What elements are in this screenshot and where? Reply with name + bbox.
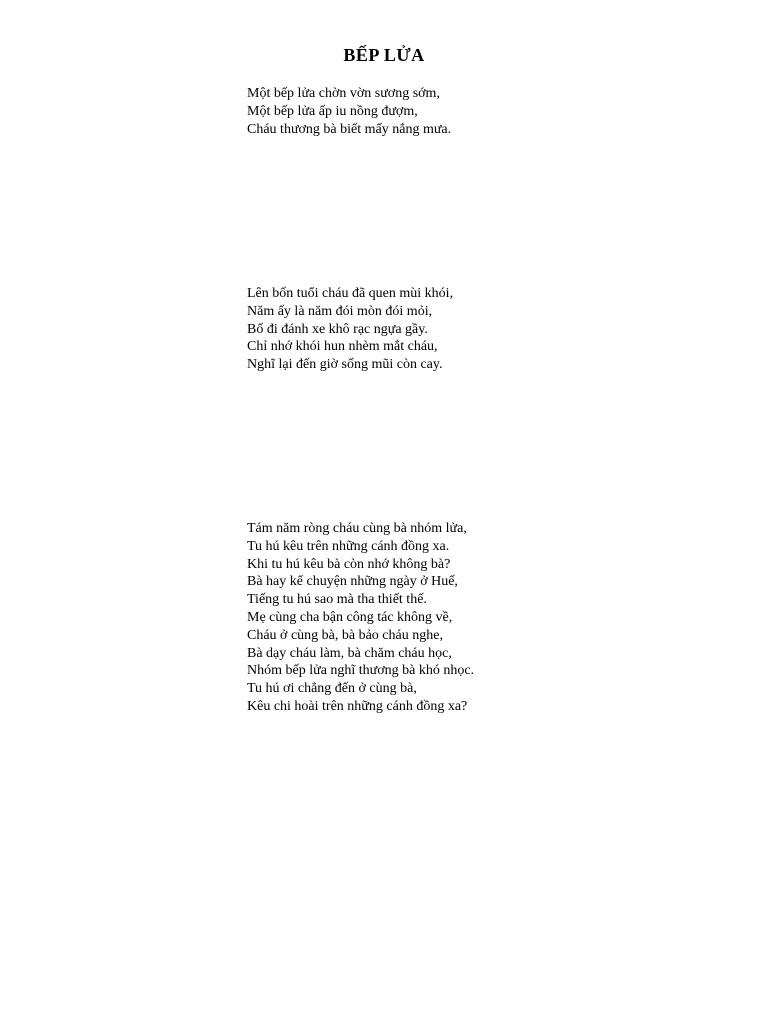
poem-line: Lên bốn tuổi cháu đã quen mùi khói, bbox=[247, 286, 454, 301]
stanza-3 bbox=[247, 520, 747, 716]
poem-line: Khi tu hú kêu bà còn nhớ không bà? bbox=[247, 556, 451, 572]
poem-line: Nghĩ lại đến giờ sống mũi còn cay. bbox=[247, 357, 443, 373]
poem-line: Bà dạy cháu làm, bà chăm cháu học, bbox=[247, 645, 452, 661]
stanza-1 bbox=[247, 85, 747, 138]
poem-line: Tám năm ròng cháu cùng bà nhóm lửa, bbox=[247, 521, 467, 536]
poem-line: Một bếp lửa chờn vờn sương sớm, bbox=[247, 86, 440, 101]
poem-line: Năm ấy là năm đói mòn đói mỏi, bbox=[247, 303, 433, 319]
poem-line: Cháu ở cùng bà, bà bảo cháu nghe, bbox=[247, 627, 443, 643]
poem-line: Chỉ nhớ khói hun nhèm mắt cháu, bbox=[247, 339, 438, 355]
poem-line: Tu hú ơi chẳng đến ở cùng bà, bbox=[247, 681, 417, 697]
poem-line: Một bếp lửa ấp iu nồng đượm, bbox=[247, 103, 418, 119]
poem-line: Kêu chi hoài trên những cánh đồng xa? bbox=[247, 698, 468, 714]
poem-title: BẾP LỬA bbox=[343, 45, 425, 65]
stanza-2 bbox=[247, 285, 747, 374]
poem-line: Tiếng tu hú sao mà tha thiết thế. bbox=[247, 592, 427, 608]
poem-line: Bố đi đánh xe khô rạc ngựa gầy. bbox=[247, 321, 428, 337]
poem-line: Bà hay kể chuyện những ngày ở Huế, bbox=[247, 574, 458, 590]
poem-line: Nhóm bếp lửa nghĩ thương bà khó nhọc. bbox=[247, 663, 475, 679]
poem-line: Mẹ cùng cha bận công tác không về, bbox=[247, 609, 453, 625]
poem-line: Cháu thương bà biết mấy nắng mưa. bbox=[247, 121, 452, 137]
poem-line: Tu hú kêu trên những cánh đồng xa. bbox=[247, 538, 450, 554]
